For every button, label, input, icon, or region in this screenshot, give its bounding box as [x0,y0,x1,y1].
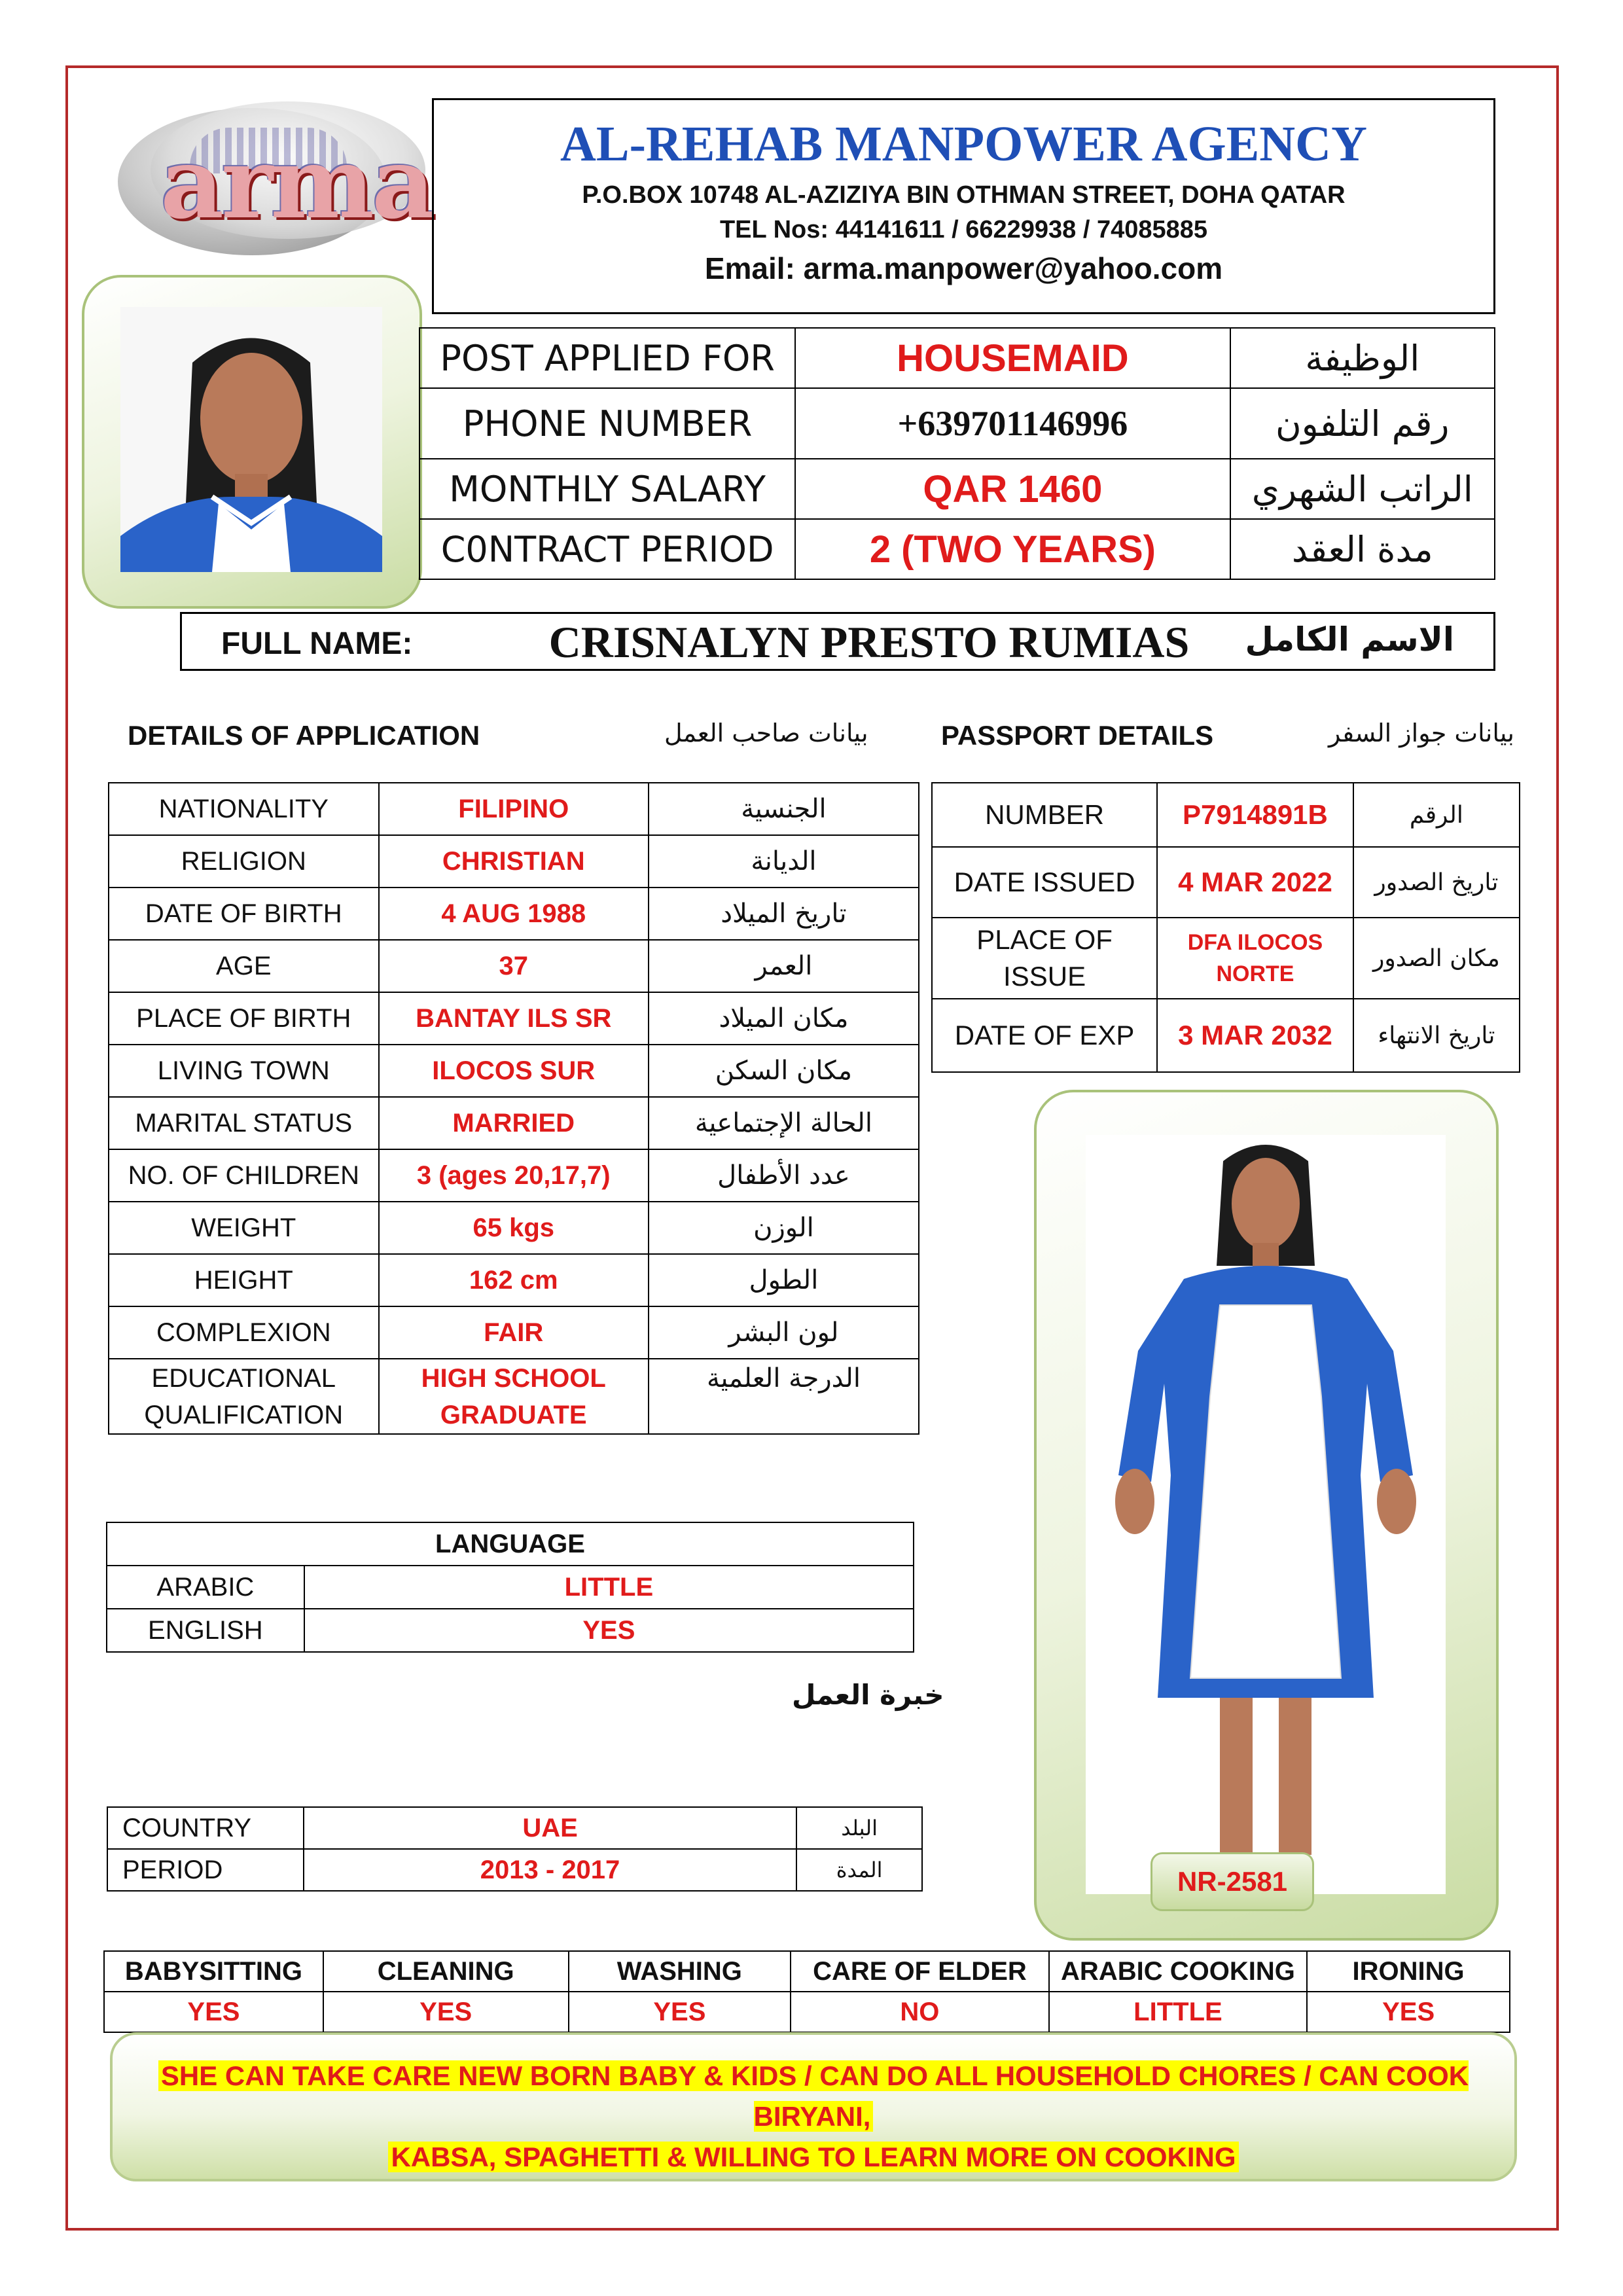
table-row [109,1202,919,1254]
arabic-language-value: LITTLE [304,1566,914,1609]
elder-care-label: CARE OF ELDER [791,1951,1048,1992]
children-label: NO. OF CHILDREN [109,1149,379,1202]
issue-place-label-ar: مكان الصدور [1353,918,1520,999]
table-row [932,847,1520,918]
agency-name: AL-REHAB MANPOWER AGENCY [560,117,1367,171]
issue-date-label: DATE ISSUED [932,847,1157,918]
language-heading: LANGUAGE [107,1522,914,1566]
weight-label: WEIGHT [109,1202,379,1254]
full-body-illustration [1086,1135,1446,1894]
table-row [419,388,1495,459]
details-heading-ar: بيانات صاحب العمل [664,719,868,747]
table-row [104,1951,1510,1992]
passport-number-label: NUMBER [932,783,1157,847]
agency-phone: TEL Nos: 44141611 / 66229938 / 74085885 [719,216,1208,243]
marital-value: MARRIED [379,1097,649,1149]
table-row [109,1045,919,1097]
portrait-illustration [120,307,382,572]
washing-value: YES [569,1992,791,2032]
country-label: COUNTRY [107,1807,304,1849]
table-row [107,1849,922,1891]
arabic-cooking-value: LITTLE [1049,1992,1308,2032]
marital-label: MARITAL STATUS [109,1097,379,1149]
babysitting-label: BABYSITTING [104,1951,323,1992]
education-label-ar: الدرجة العلمية [649,1359,919,1434]
religion-label: RELIGION [109,835,379,888]
nationality-label: NATIONALITY [109,783,379,835]
period-label: PERIOD [107,1849,304,1891]
table-row [109,940,919,992]
table-row [104,1992,1510,2032]
work-experience-heading-ar: خبرة العمل [792,1679,944,1711]
children-label-ar: عدد الأطفال [649,1149,919,1202]
passport-number-value: P7914891B [1157,783,1353,847]
height-value: 162 cm [379,1254,649,1306]
table-row [109,1097,919,1149]
cleaning-value: YES [323,1992,569,2032]
cleaning-label: CLEANING [323,1951,569,1992]
full-body-photo [1086,1135,1446,1894]
issue-place-value: DFA ILOCOS NORTE [1157,918,1353,999]
table-row [107,1609,914,1652]
birthplace-label-ar: مكان الميلاد [649,992,919,1045]
salary-value: QAR 1460 [795,459,1230,519]
table-row [419,328,1495,388]
country-label-ar: البلد [796,1807,922,1849]
town-value: ILOCOS SUR [379,1045,649,1097]
issue-place-label: PLACE OF ISSUE [932,918,1157,999]
table-row [109,1149,919,1202]
religion-label-ar: الديانة [649,835,919,888]
table-row [109,1359,919,1434]
details-table [108,782,919,1435]
salary-label: MONTHLY SALARY [419,459,795,519]
dob-label: DATE OF BIRTH [109,888,379,940]
full-name-label-ar: الاسم الكامل [1245,620,1454,658]
table-row [107,1522,914,1566]
english-language-value: YES [304,1609,914,1652]
full-body-frame [1034,1090,1499,1941]
contract-label-ar: مدة العقد [1230,519,1495,579]
passport-table [931,782,1520,1073]
complexion-label: COMPLEXION [109,1306,379,1359]
agency-email: Email: arma.manpower@yahoo.com [704,251,1223,285]
passport-heading: PASSPORT DETAILS [941,720,1214,751]
arabic-cooking-label: ARABIC COOKING [1049,1951,1308,1992]
table-row [932,783,1520,847]
agency-header [432,98,1495,314]
table-row [107,1807,922,1849]
town-label-ar: مكان السكن [649,1045,919,1097]
period-value: 2013 - 2017 [304,1849,796,1891]
issue-date-label-ar: تاريخ الصدور [1353,847,1520,918]
education-value: HIGH SCHOOL GRADUATE [379,1359,649,1434]
washing-label: WASHING [569,1951,791,1992]
phone-value: +639701146996 [795,388,1230,459]
table-row [419,459,1495,519]
remarks-text-1: SHE CAN TAKE CARE NEW BORN BABY & KIDS / CAN DO ALL HOUSEHOLD CHORES / CAN COOK BIRYANI, [158,2060,1469,2132]
full-name-label: FULL NAME: [221,626,413,661]
experience-table [107,1806,923,1892]
nationality-label-ar: الجنسية [649,783,919,835]
table-row [419,519,1495,579]
age-label: AGE [109,940,379,992]
contract-label: C0NTRACT PERIOD [419,519,795,579]
age-label-ar: العمر [649,940,919,992]
weight-label-ar: الوزن [649,1202,919,1254]
post-label-ar: الوظيفة [1230,328,1495,388]
dob-label-ar: تاريخ الميلاد [649,888,919,940]
job-info-table [419,327,1495,580]
table-row [932,999,1520,1072]
expiry-value: 3 MAR 2032 [1157,999,1353,1072]
arabic-language-label: ARABIC [107,1566,304,1609]
birthplace-value: BANTAY ILS SR [379,992,649,1045]
education-label: EDUCATIONAL QUALIFICATION [109,1359,379,1434]
country-value: UAE [304,1807,796,1849]
issue-date-value: 4 MAR 2022 [1157,847,1353,918]
salary-label-ar: الراتب الشهري [1230,459,1495,519]
town-label: LIVING TOWN [109,1045,379,1097]
table-row [109,1254,919,1306]
height-label-ar: الطول [649,1254,919,1306]
english-language-label: ENGLISH [107,1609,304,1652]
period-label-ar: المدة [796,1849,922,1891]
phone-label-ar: رقم التلفون [1230,388,1495,459]
ironing-value: YES [1307,1992,1510,2032]
language-table [106,1522,914,1653]
passport-number-label-ar: الرقم [1353,783,1520,847]
table-row [109,992,919,1045]
passport-heading-ar: بيانات جواز السفر [1329,719,1514,747]
remarks-box [110,2032,1517,2181]
table-row [107,1566,914,1609]
contract-value: 2 (TWO YEARS) [795,519,1230,579]
elder-care-value: NO [791,1992,1048,2032]
marital-label-ar: الحالة الإجتماعية [649,1097,919,1149]
expiry-label: DATE OF EXP [932,999,1157,1072]
table-row [109,783,919,835]
post-value: HOUSEMAID [795,328,1230,388]
details-heading: DETAILS OF APPLICATION [128,720,480,751]
weight-value: 65 kgs [379,1202,649,1254]
dob-value: 4 AUG 1988 [379,888,649,940]
full-name-box [180,612,1495,671]
expiry-label-ar: تاريخ الانتهاء [1353,999,1520,1072]
babysitting-value: YES [104,1992,323,2032]
table-row [109,888,919,940]
remarks-text-2: KABSA, SPAGHETTI & WILLING TO LEARN MORE ON COOKING [388,2142,1238,2172]
complexion-label-ar: لون البشر [649,1306,919,1359]
full-name-value: CRISNALYN PRESTO RUMIAS [548,617,1190,667]
skills-table [103,1950,1510,2033]
age-value: 37 [379,940,649,992]
table-row [109,835,919,888]
children-value: 3 (ages 20,17,7) [379,1149,649,1202]
height-label: HEIGHT [109,1254,379,1306]
nationality-value: FILIPINO [379,783,649,835]
birthplace-label: PLACE OF BIRTH [109,992,379,1045]
agency-address: P.O.BOX 10748 AL-AZIZIYA BIN OTHMAN STREET, DOHA QATAR [582,181,1346,209]
reference-code: NR-2581 [1150,1852,1314,1911]
portrait-photo [120,307,382,572]
portrait-frame [82,275,422,609]
logo-text: arma [160,126,433,241]
table-row [109,1306,919,1359]
complexion-value: FAIR [379,1306,649,1359]
table-row [932,918,1520,999]
remarks-line-2 [113,2137,1514,2178]
post-label: POST APPLIED FOR [419,328,795,388]
remarks-line-1 [113,2056,1514,2137]
religion-value: CHRISTIAN [379,835,649,888]
ironing-label: IRONING [1307,1951,1510,1992]
phone-label: PHONE NUMBER [419,388,795,459]
